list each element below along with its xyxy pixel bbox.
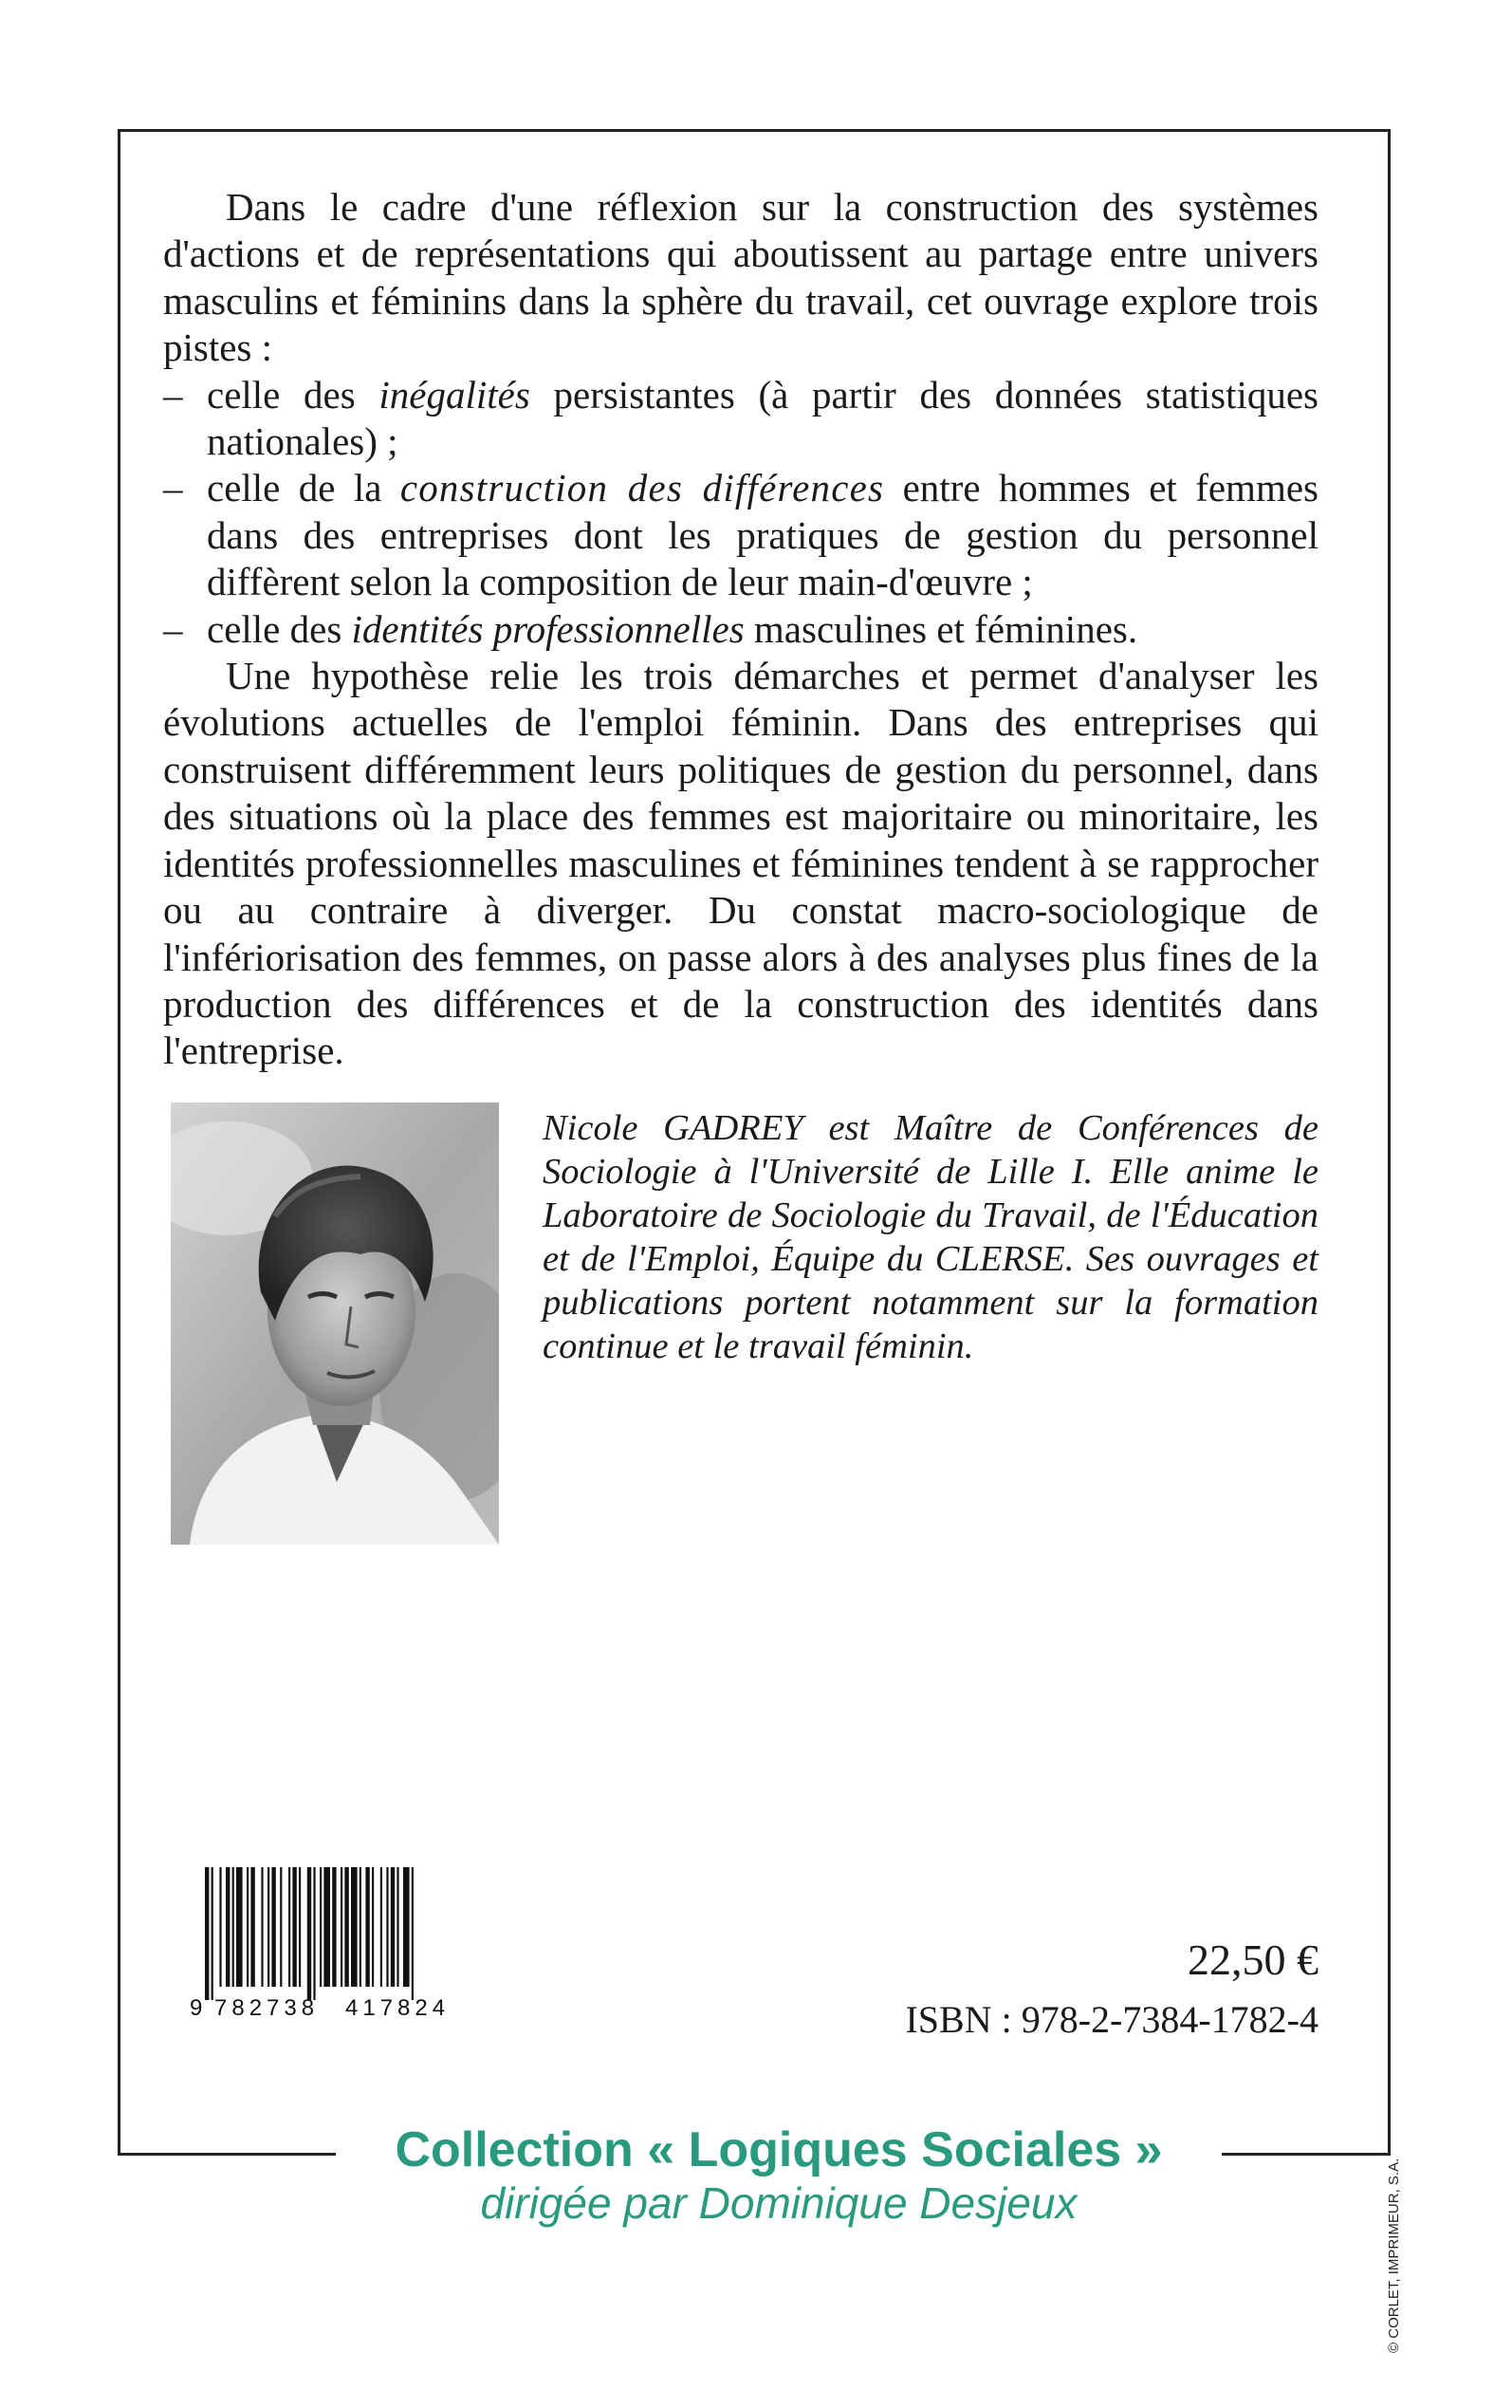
barcode-graphic (190, 1867, 484, 2017)
collection-title: Collection « Logiques Sociales » (395, 2122, 1163, 2177)
barcode-bar (412, 1867, 414, 2000)
barcode-bar (219, 1867, 221, 1987)
barcode-bar (271, 1867, 275, 1987)
author-photo (171, 1102, 499, 1545)
barcode-bar (320, 1867, 322, 1987)
barcode-digits-right: 417824 (345, 1995, 451, 2017)
copyright-icon: © (1386, 2342, 1402, 2353)
barcode-bar (232, 1867, 234, 1987)
barcode-bar (344, 1867, 348, 1987)
author-portrait-image (171, 1102, 499, 1545)
price: 22,50 € (1188, 1936, 1318, 1984)
barcode-bar (323, 1867, 330, 1987)
barcode-bar (236, 1867, 243, 1987)
emphasis: identités professionnelles (351, 606, 745, 651)
barcode-bar (280, 1867, 282, 1987)
isbn-number: ISBN : 978-2-7384-1782-4 (905, 1998, 1318, 2041)
collection-director: dirigée par Dominique Desjeux (480, 2178, 1078, 2228)
barcode-bar (288, 1867, 290, 1987)
list-item: – celle des inégalités persistantes (à partir des données statistiques nationales) ; (163, 372, 1319, 464)
printer-credit: © CORLET, IMPRIMEUR, S.A. (1386, 2158, 1402, 2353)
barcode-bar (267, 1867, 269, 1987)
list-item: – celle de la construction des différences entre hommes et femmes dans des entreprises dont les pratiques de gestion du personnel diffèrent selon la composition de leur main-d'œuvre ; (163, 466, 1318, 604)
barcode-bar (205, 1867, 209, 2000)
isbn-barcode (190, 1867, 484, 2017)
barcode-bar (391, 1867, 395, 1987)
barcode-digit-lead: 9 (190, 1995, 203, 2017)
collection-rule-right (1222, 2153, 1391, 2156)
barcode-bar (250, 1867, 254, 1987)
summary-list (163, 372, 1318, 653)
barcode-bar (299, 1867, 301, 1987)
list-item: – celle des identités professionnelles masculines et féminines. (163, 606, 1138, 651)
collection-rule-left (118, 2153, 336, 2156)
barcode-bar (292, 1867, 296, 1987)
barcode-bar (307, 1867, 311, 2000)
barcode-bar (372, 1867, 374, 1987)
barcode-bar (341, 1867, 342, 1987)
barcode-bar (360, 1867, 361, 1987)
barcode-bar (386, 1867, 388, 1987)
barcode-bar (226, 1867, 230, 1987)
barcode-bar (403, 1867, 410, 1987)
barcode-bar (351, 1867, 358, 1987)
summary-hypothesis: Une hypothèse relie les trois démarches et permet d'analyser les évolutions actuelles de l'emploi féminin. Dans des entreprises qui construisent différemment leurs politiques de gestion du personnel, dans des situations où la place des femmes est majoritaire ou minoritaire, les identités professionnelles masculines et féminines tendent à se rapprocher ou au contraire à diverger. Du constat macro-sociologique de l'infériorisation des femmes, on passe alors à des analyses plus fines de la production des différences et de la construction des identités dans l'entreprise. (163, 654, 1318, 1073)
barcode-bar (396, 1867, 398, 1987)
barcode-bar (247, 1867, 249, 1987)
barcode-bar (380, 1867, 382, 1987)
author-bio: Nicole GADREY est Maître de Conférences de Sociologie à l'Université de Lille I. Elle anime le Laboratoire de Sociologie du Travail, de l'Éducation et de l'Emploi, Équipe du CLERSE. Ses ouvrages et publications portent notamment sur la formation continue et le travail féminin. (543, 1108, 1318, 1366)
barcode-bar (212, 1867, 213, 2000)
barcode-digits-left: 782738 (214, 1995, 320, 2017)
summary-intro: Dans le cadre d'une réflexion sur la construction des systèmes d'actions et de représentations qui aboutissent au partage entre univers masculins et féminins dans la sphère du travail, cet ouvrage explore trois pistes : (163, 185, 1318, 370)
barcode-bar (332, 1867, 336, 1987)
barcode-bar (261, 1867, 263, 1987)
emphasis: construction des différences (399, 466, 885, 510)
summary-text (163, 184, 1318, 1075)
barcode-bar (365, 1867, 369, 1987)
emphasis: inégalités (378, 372, 530, 417)
barcode-bar (313, 1867, 315, 2000)
